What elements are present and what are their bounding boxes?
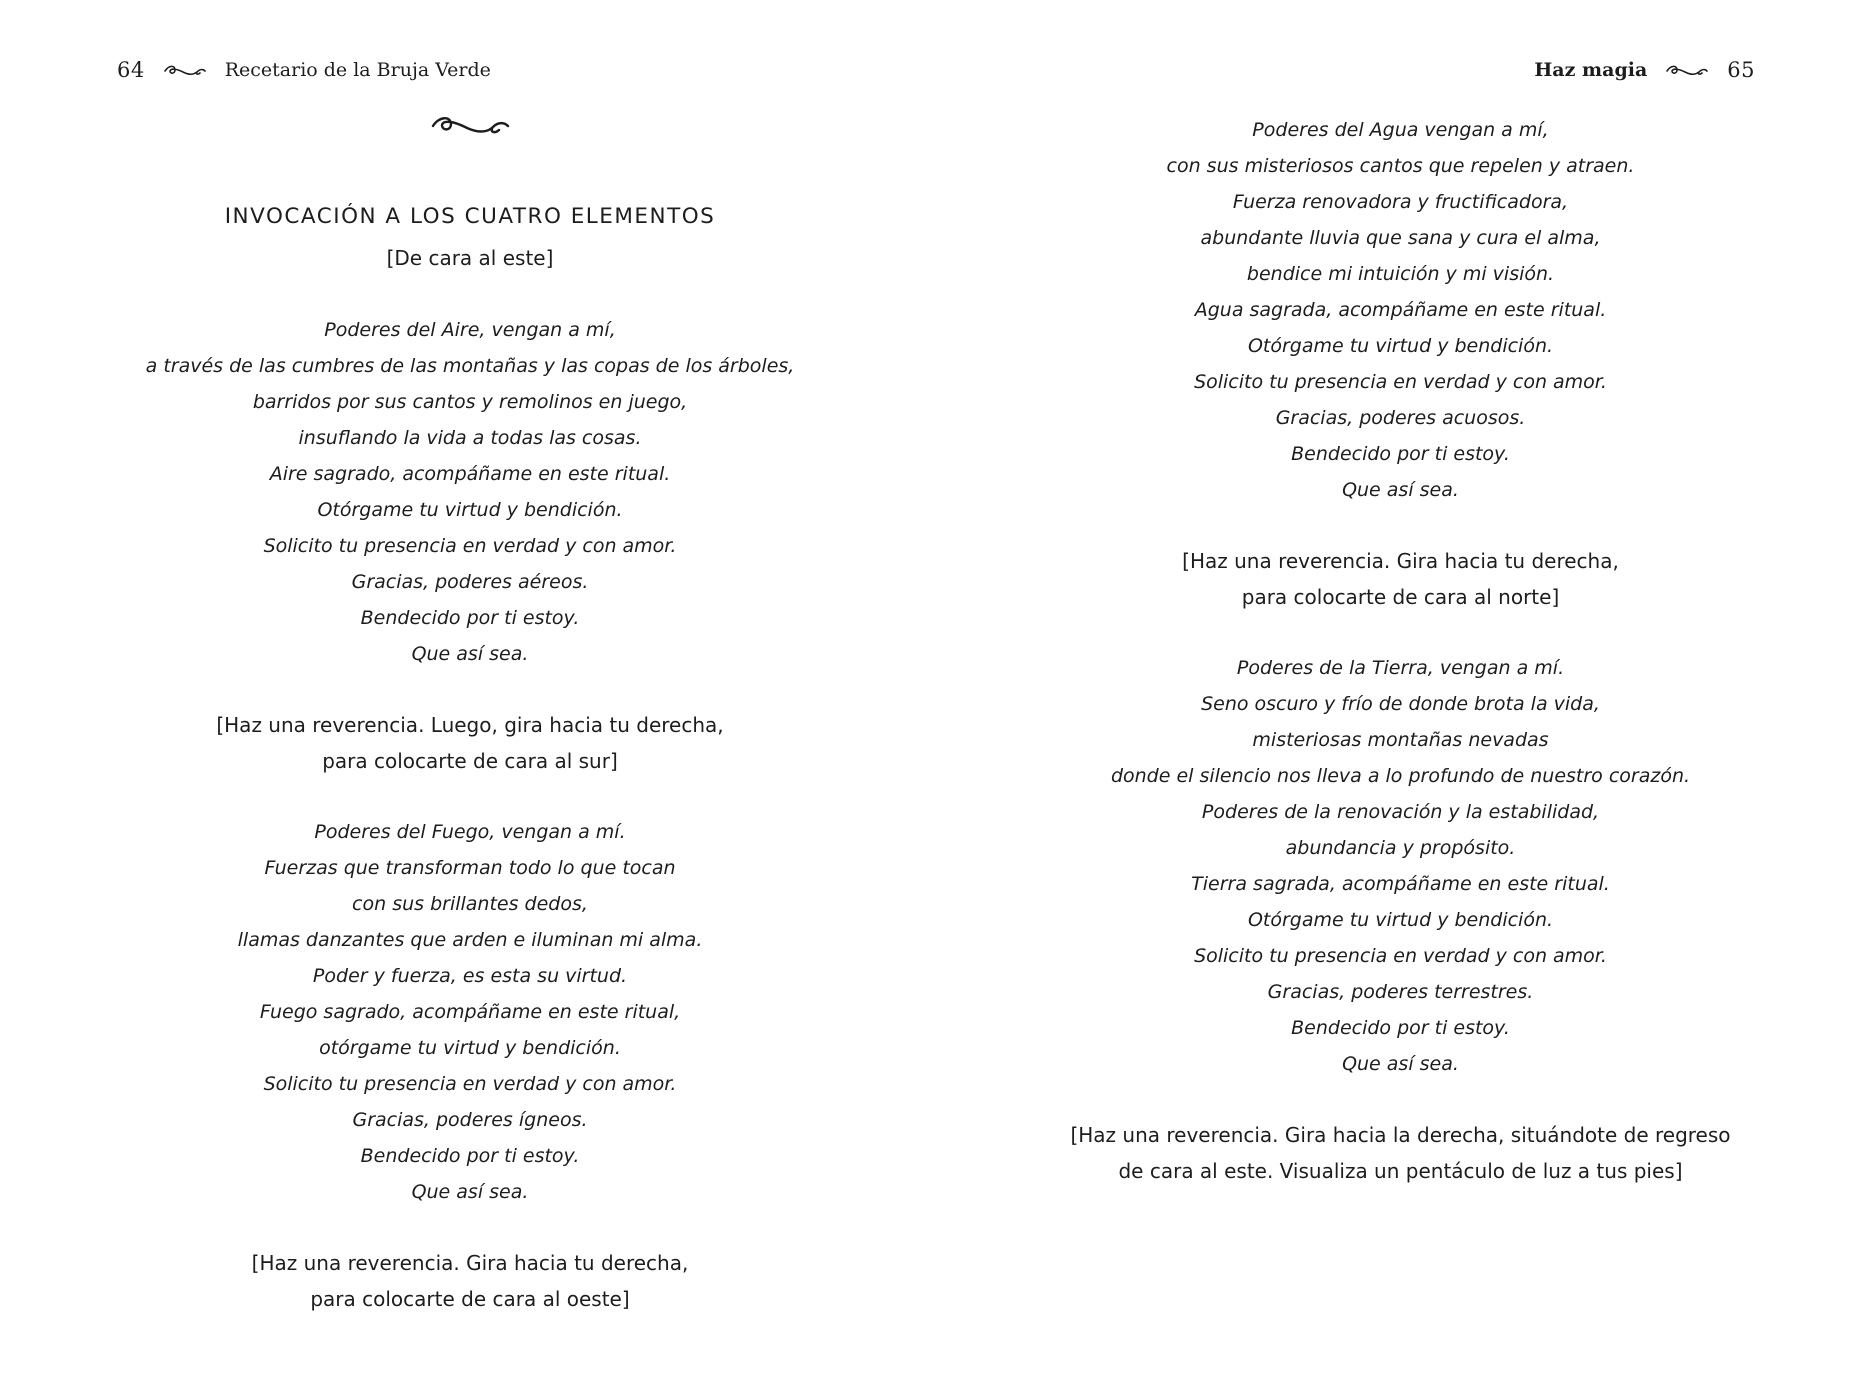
verse-line: bendice mi intuición y mi visión. [1246, 263, 1555, 285]
verse-line: Solicito tu presencia en verdad y con amor. [1194, 371, 1607, 393]
stanza-air [100, 312, 840, 672]
page-number: 65 [1727, 58, 1755, 82]
swash-ornament-icon [1665, 63, 1709, 77]
instruction-west [100, 1245, 840, 1317]
verse-line: Bendecido por ti estoy. [360, 1145, 580, 1167]
verse-line: Aire sagrado, acompáñame en este ritual. [269, 463, 671, 485]
instruction-line: [Haz una reverencia. Gira hacia tu derecha, [251, 1251, 689, 1275]
verse-line: Fuego sagrado, acompáñame en este ritual, [259, 1001, 681, 1023]
verse-line: donde el silencio nos lleva a lo profundo de nuestro corazón. [1110, 765, 1691, 787]
verse-line: Seno oscuro y frío de donde brota la vida, [1201, 693, 1600, 715]
verse-line: Poderes del Aire, vengan a mí, [324, 319, 616, 341]
verse-line: Que así sea. [411, 1181, 529, 1203]
verse-line: Que así sea. [1342, 1053, 1459, 1075]
verse-line: Poder y fuerza, es esta su virtud. [312, 965, 628, 987]
instruction-south [100, 707, 840, 779]
running-title: Recetario de la Bruja Verde [224, 59, 491, 81]
verse-line: con sus brillantes dedos, [352, 893, 588, 915]
verse-line: Poderes de la renovación y la estabilidad, [1201, 801, 1600, 823]
verse-line: Bendecido por ti estoy. [1291, 1017, 1510, 1039]
running-head-right [1534, 58, 1755, 82]
page-number: 64 [117, 58, 145, 82]
instruction-line: [Haz una reverencia. Gira hacia la derecha, situándote de regreso [1070, 1123, 1731, 1147]
verse-line: con sus misteriosos cantos que repelen y atraen. [1166, 155, 1635, 177]
instruction-line: para colocarte de cara al sur] [322, 749, 618, 773]
verse-line: Gracias, poderes ígneos. [352, 1109, 588, 1131]
verse-line: Fuerza renovadora y fructificadora, [1232, 191, 1569, 213]
left-page [0, 0, 933, 1400]
stanza-earth [934, 650, 1867, 1082]
verse-line: Bendecido por ti estoy. [1291, 443, 1510, 465]
verse-line: Que así sea. [411, 643, 529, 665]
verse-line: llamas danzantes que arden e iluminan mi alma. [237, 929, 703, 951]
verse-line: Poderes del Fuego, vengan a mí. [314, 821, 626, 843]
verse-line: Gracias, poderes acuosos. [1275, 407, 1526, 429]
section-title: INVOCACIÓN A LOS CUATRO ELEMENTOS [224, 204, 716, 229]
verse-line: Poderes de la Tierra, vengan a mí. [1236, 657, 1565, 679]
verse-line: barridos por sus cantos y remolinos en juego, [252, 391, 688, 413]
verse-line: Tierra sagrada, acompáñame en este ritual. [1191, 873, 1610, 895]
swash-ornament-icon [429, 112, 511, 138]
swash-ornament-icon [163, 63, 207, 77]
instruction-line: para colocarte de cara al oeste] [310, 1287, 630, 1311]
verse-line: Que así sea. [1342, 479, 1459, 501]
verse-line: Gracias, poderes terrestres. [1267, 981, 1534, 1003]
verse-line: otórgame tu virtud y bendición. [319, 1037, 621, 1059]
verse-line: misteriosas montañas nevadas [1252, 729, 1549, 751]
running-title: Haz magia [1534, 59, 1648, 81]
verse-line: Solicito tu presencia en verdad y con amor. [263, 535, 677, 557]
stanza-water [934, 112, 1867, 508]
right-column [934, 112, 1867, 1189]
instruction-north [934, 543, 1867, 615]
verse-line: Solicito tu presencia en verdad y con amor. [1194, 945, 1607, 967]
verse-line: a través de las cumbres de las montañas y las copas de los árboles, [145, 355, 795, 377]
instruction-line: [Haz una reverencia. Gira hacia tu derecha, [1182, 549, 1619, 573]
verse-line: insuflando la vida a todas las cosas. [298, 427, 642, 449]
left-column [100, 112, 840, 1317]
verse-line: Gracias, poderes aéreos. [351, 571, 589, 593]
instruction-line: de cara al este. Visualiza un pentáculo de luz a tus pies] [1118, 1159, 1683, 1183]
verse-line: Bendecido por ti estoy. [360, 607, 580, 629]
stanza-fire [100, 814, 840, 1210]
verse-line: Otórgame tu virtud y bendición. [1247, 335, 1554, 357]
verse-line: abundancia y propósito. [1285, 837, 1516, 859]
verse-line: Agua sagrada, acompáñame en este ritual. [1194, 299, 1607, 321]
verse-line: Otórgame tu virtud y bendición. [1247, 909, 1554, 931]
verse-line: Otórgame tu virtud y bendición. [317, 499, 623, 521]
instruction-line: [Haz una reverencia. Luego, gira hacia tu derecha, [216, 713, 724, 737]
right-page [934, 0, 1867, 1400]
verse-line: Solicito tu presencia en verdad y con amor. [263, 1073, 677, 1095]
running-head-left [117, 58, 491, 82]
verse-line: abundante lluvia que sana y cura el alma, [1200, 227, 1601, 249]
verse-line: Poderes del Agua vengan a mí, [1252, 119, 1549, 141]
instruction-line: para colocarte de cara al norte] [1241, 585, 1560, 609]
instruction-east [934, 1117, 1867, 1189]
direction-east: [De cara al este] [386, 246, 554, 270]
verse-line: Fuerzas que transforman todo lo que tocan [264, 857, 676, 879]
